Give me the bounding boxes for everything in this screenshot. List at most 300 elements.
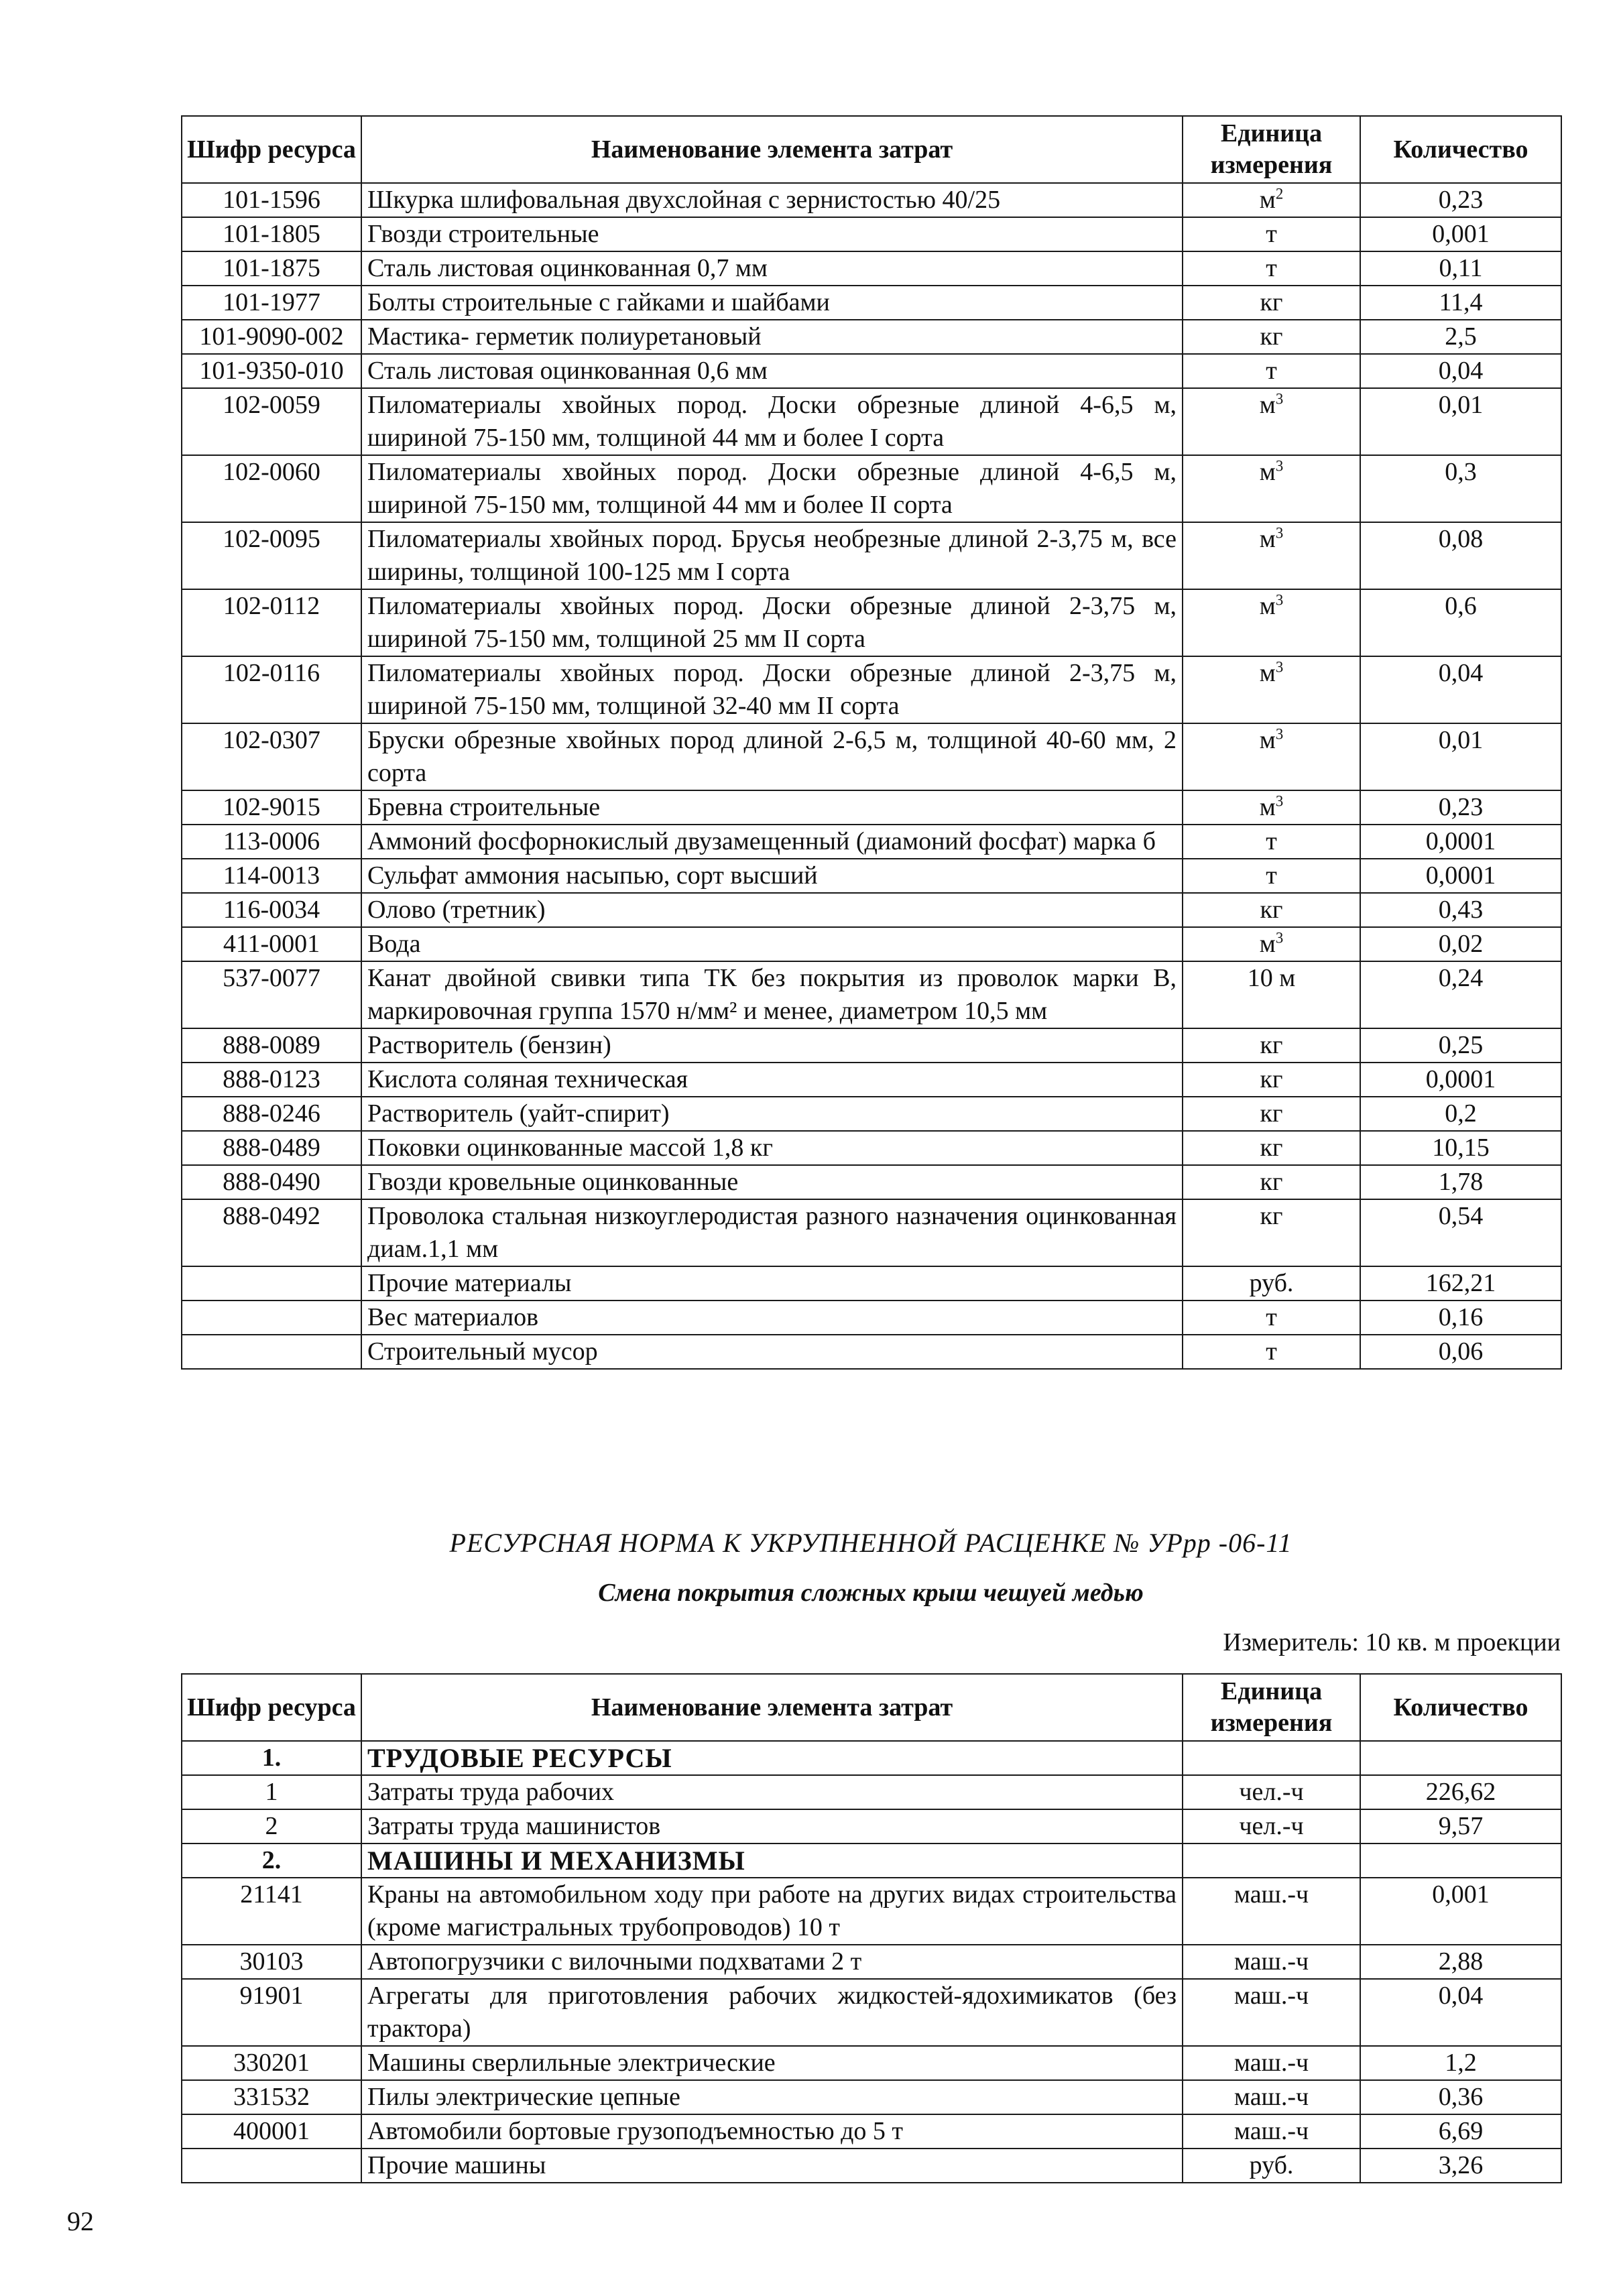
resource-name-cell <box>361 1199 1183 1266</box>
quantity-text: 162,21 <box>1425 1269 1496 1297</box>
table-row <box>182 1199 1561 1266</box>
unit-cell <box>1183 961 1360 1028</box>
resource-name-cell <box>361 2046 1183 2080</box>
resource-name-cell <box>361 522 1183 589</box>
quantity-cell <box>1360 1063 1561 1097</box>
unit-cell <box>1183 589 1360 656</box>
quantity-text: 0,43 <box>1438 896 1484 924</box>
resource-name-cell <box>361 1266 1183 1301</box>
resource-code-text: 101-1596 <box>223 186 320 214</box>
resource-code-cell <box>182 723 361 790</box>
resource-code-cell <box>182 2114 361 2149</box>
header-unit: Единица измерения <box>1183 116 1360 183</box>
resource-name-cell <box>361 1063 1183 1097</box>
resource-name-text: ТРУДОВЫЕ РЕСУРСЫ <box>367 1743 672 1773</box>
unit-exponent: 3 <box>1275 390 1284 408</box>
resource-name-text: Пиломатериалы хвойных пород. Доски обрезные длиной 2-3,75 м, шириной 75-150 мм, толщиной 25 мм II сорта <box>367 592 1177 653</box>
resource-code-cell <box>182 217 361 251</box>
resource-code-cell <box>182 183 361 217</box>
resource-code-text: 1 <box>265 1778 278 1806</box>
table-row <box>182 1165 1561 1199</box>
quantity-text: 0,6 <box>1445 592 1477 620</box>
resource-name-cell <box>361 961 1183 1028</box>
resource-name-cell <box>361 1979 1183 2046</box>
resource-name-cell <box>361 589 1183 656</box>
table-row <box>182 723 1561 790</box>
table-header-row <box>182 116 1561 183</box>
quantity-cell <box>1360 1266 1561 1301</box>
quantity-cell <box>1360 790 1561 825</box>
resource-code-text: 400001 <box>233 2117 310 2145</box>
resource-code-cell <box>182 1945 361 1979</box>
materials-table <box>181 115 1562 1370</box>
resource-name-text: Машины сверлильные электрические <box>367 2049 776 2077</box>
resource-norm-table <box>181 1673 1562 2183</box>
unit-cell <box>1183 522 1360 589</box>
header-qty: Количество <box>1360 1674 1561 1741</box>
table-row <box>182 2114 1561 2149</box>
resource-name-cell <box>361 1301 1183 1335</box>
resource-code-text: 888-0489 <box>223 1134 320 1162</box>
unit-text: т <box>1266 861 1277 890</box>
unit-text: м <box>1259 391 1276 419</box>
resource-code-cell <box>182 2080 361 2114</box>
table-row <box>182 286 1561 320</box>
resource-code-cell <box>182 1979 361 2046</box>
resource-code-text: 102-0307 <box>223 726 320 754</box>
quantity-text: 0,0001 <box>1425 827 1496 855</box>
resource-code-cell <box>182 893 361 927</box>
resource-code-text: 2 <box>265 1812 278 1840</box>
resource-code-text: 30103 <box>239 1947 304 1976</box>
resource-name-cell <box>361 1097 1183 1131</box>
resource-code-text: 101-1805 <box>223 220 320 248</box>
resource-code-cell <box>182 2046 361 2080</box>
resource-name-text: Гвозди строительные <box>367 220 599 248</box>
resource-code-cell <box>182 1199 361 1266</box>
resource-name-text: Прочие машины <box>367 2151 546 2179</box>
unit-cell <box>1183 1028 1360 1063</box>
unit-text: маш.-ч <box>1234 2049 1309 2077</box>
resource-name-cell <box>361 1131 1183 1165</box>
unit-cell <box>1183 1335 1360 1369</box>
resource-code-text: 888-0089 <box>223 1031 320 1059</box>
quantity-cell <box>1360 217 1561 251</box>
resource-name-cell <box>361 1775 1183 1809</box>
resource-name-text: Бревна строительные <box>367 793 601 821</box>
unit-cell <box>1183 2080 1360 2114</box>
unit-cell <box>1183 1165 1360 1199</box>
unit-cell <box>1183 790 1360 825</box>
resource-code-text: 888-0490 <box>223 1168 320 1196</box>
quantity-cell <box>1360 1809 1561 1844</box>
resource-name-text: Затраты труда машинистов <box>367 1812 661 1840</box>
resource-name-cell <box>361 927 1183 961</box>
section-row <box>182 1844 1561 1878</box>
section-row <box>182 1741 1561 1775</box>
resource-code-text: 102-0116 <box>223 659 320 687</box>
quantity-cell <box>1360 1335 1561 1369</box>
resource-name-text: Пиломатериалы хвойных пород. Доски обрезные длиной 2-3,75 м, шириной 75-150 мм, толщиной 32-40 мм II сорта <box>367 659 1177 720</box>
unit-cell <box>1183 893 1360 927</box>
table-row <box>182 1979 1561 2046</box>
quantity-cell <box>1360 893 1561 927</box>
table-row <box>182 522 1561 589</box>
unit-text: м <box>1259 186 1276 214</box>
table-row <box>182 961 1561 1028</box>
resource-code-cell <box>182 927 361 961</box>
resource-code-text: 411-0001 <box>223 930 320 958</box>
resource-code-cell <box>182 1844 361 1878</box>
resource-code-text: 1. <box>261 1744 282 1772</box>
unit-cell <box>1183 286 1360 320</box>
norm-subtitle: Смена покрытия сложных крыш чешуей медью <box>598 1579 1144 1607</box>
unit-text: кг <box>1260 1031 1283 1059</box>
resource-name-cell <box>361 2149 1183 2183</box>
resource-name-text: Сталь листовая оцинкованная 0,7 мм <box>367 254 768 282</box>
resource-code-cell <box>182 1335 361 1369</box>
resource-name-text: Сталь листовая оцинкованная 0,6 мм <box>367 357 768 385</box>
table-row <box>182 656 1561 723</box>
resource-code-cell <box>182 790 361 825</box>
resource-code-cell <box>182 1775 361 1809</box>
resource-code-text: 102-0112 <box>223 592 320 620</box>
table-row <box>182 1945 1561 1979</box>
resource-name-text: Пиломатериалы хвойных пород. Доски обрезные длиной 4-6,5 м, шириной 75-150 мм, толщиной 44 мм и более I сорта <box>367 391 1177 452</box>
quantity-cell <box>1360 2080 1561 2114</box>
unit-cell <box>1183 251 1360 286</box>
resource-name-text: Вес материалов <box>367 1303 539 1331</box>
unit-cell <box>1183 2046 1360 2080</box>
unit-cell <box>1183 217 1360 251</box>
unit-exponent: 2 <box>1275 185 1284 202</box>
resource-code-cell <box>182 1028 361 1063</box>
unit-text: руб. <box>1249 1269 1294 1297</box>
header-code: Шифр ресурса <box>182 1674 361 1741</box>
resource-code-text: 331532 <box>233 2083 310 2111</box>
quantity-text: 0,04 <box>1438 659 1484 687</box>
resource-name-cell <box>361 183 1183 217</box>
unit-cell <box>1183 1878 1360 1945</box>
quantity-cell <box>1360 388 1561 455</box>
quantity-text: 10,15 <box>1432 1134 1490 1162</box>
resource-name-text: Строительный мусор <box>367 1337 598 1366</box>
unit-exponent: 3 <box>1275 658 1284 676</box>
unit-cell <box>1183 723 1360 790</box>
quantity-cell <box>1360 961 1561 1028</box>
unit-text: кг <box>1260 288 1283 316</box>
measure-unit-note: Измеритель: 10 кв. м проекции <box>1223 1628 1561 1656</box>
resource-name-text: Пилы электрические цепные <box>367 2083 680 2111</box>
resource-code-text: 113-0006 <box>223 827 320 855</box>
resource-code-cell <box>182 522 361 589</box>
resource-code-cell <box>182 1301 361 1335</box>
resource-name-text: Растворитель (бензин) <box>367 1031 611 1059</box>
quantity-text: 0,001 <box>1432 1880 1490 1909</box>
unit-cell <box>1183 183 1360 217</box>
resource-name-text: Краны на автомобильном ходу при работе на других видах строительства (кроме магистральных трубопроводов) 10 т <box>367 1880 1177 1941</box>
resource-name-cell <box>361 2080 1183 2114</box>
quantity-cell <box>1360 1165 1561 1199</box>
quantity-text: 11,4 <box>1439 288 1483 316</box>
unit-exponent: 3 <box>1275 929 1284 947</box>
quantity-text: 0,11 <box>1439 254 1483 282</box>
table-row <box>182 1775 1561 1809</box>
table-row <box>182 1131 1561 1165</box>
unit-cell <box>1183 1741 1360 1775</box>
quantity-cell <box>1360 1131 1561 1165</box>
unit-cell <box>1183 656 1360 723</box>
table-row <box>182 790 1561 825</box>
quantity-text: 0,04 <box>1438 357 1484 385</box>
unit-text: кг <box>1260 896 1283 924</box>
resource-code-text: 102-0059 <box>223 391 320 419</box>
quantity-text: 0,23 <box>1438 186 1484 214</box>
quantity-cell <box>1360 1741 1561 1775</box>
unit-text: м <box>1259 659 1276 687</box>
quantity-cell <box>1360 1878 1561 1945</box>
table-row <box>182 1878 1561 1945</box>
resource-name-cell <box>361 1844 1183 1878</box>
resource-name-cell <box>361 320 1183 354</box>
table-row <box>182 1266 1561 1301</box>
quantity-cell <box>1360 1028 1561 1063</box>
table-row <box>182 2149 1561 2183</box>
resource-name-text: Шкурка шлифовальная двухслойная с зернистостью 40/25 <box>367 186 1001 214</box>
table-row <box>182 927 1561 961</box>
resource-code-cell <box>182 1097 361 1131</box>
quantity-cell <box>1360 1945 1561 1979</box>
unit-cell <box>1183 1979 1360 2046</box>
quantity-text: 0,01 <box>1438 391 1484 419</box>
unit-cell <box>1183 1199 1360 1266</box>
table-row <box>182 183 1561 217</box>
resource-name-cell <box>361 354 1183 388</box>
resource-name-cell <box>361 251 1183 286</box>
table-row <box>182 859 1561 893</box>
page-number: 92 <box>67 2206 94 2236</box>
resource-name-cell <box>361 217 1183 251</box>
resource-code-cell <box>182 2149 361 2183</box>
resource-name-cell <box>361 1165 1183 1199</box>
quantity-text: 0,04 <box>1438 1982 1484 2010</box>
resource-code-text: 888-0246 <box>223 1099 320 1128</box>
resource-code-cell <box>182 1878 361 1945</box>
quantity-text: 0,54 <box>1438 1202 1484 1230</box>
table-row <box>182 1097 1561 1131</box>
resource-code-cell <box>182 961 361 1028</box>
resource-code-text: 21141 <box>240 1880 303 1909</box>
resource-name-cell <box>361 1335 1183 1369</box>
quantity-text: 3,26 <box>1438 2151 1484 2179</box>
resource-code-cell <box>182 825 361 859</box>
resource-code-cell <box>182 656 361 723</box>
resource-name-cell <box>361 1945 1183 1979</box>
quantity-text: 0,25 <box>1438 1031 1484 1059</box>
table-header-row <box>182 1674 1561 1741</box>
resource-code-cell <box>182 589 361 656</box>
quantity-text: 0,001 <box>1432 220 1490 248</box>
quantity-cell <box>1360 1979 1561 2046</box>
unit-text: маш.-ч <box>1234 2117 1309 2145</box>
table-row <box>182 893 1561 927</box>
resource-code-text: 888-0492 <box>223 1202 320 1230</box>
resource-name-cell <box>361 723 1183 790</box>
table-row <box>182 2080 1561 2114</box>
resource-code-text: 2. <box>261 1846 282 1874</box>
quantity-cell <box>1360 2114 1561 2149</box>
quantity-text: 0,36 <box>1438 2083 1484 2111</box>
resource-code-text: 101-9350-010 <box>199 357 344 385</box>
quantity-cell <box>1360 589 1561 656</box>
quantity-text: 0,06 <box>1438 1337 1484 1366</box>
resource-code-cell <box>182 286 361 320</box>
resource-code-text: 888-0123 <box>223 1065 320 1093</box>
unit-text: м <box>1259 525 1276 553</box>
unit-text: т <box>1266 254 1277 282</box>
table-row <box>182 1335 1561 1369</box>
quantity-cell <box>1360 2046 1561 2080</box>
quantity-cell <box>1360 723 1561 790</box>
resource-name-cell <box>361 1878 1183 1945</box>
quantity-cell <box>1360 1199 1561 1266</box>
quantity-text: 0,2 <box>1445 1099 1477 1128</box>
quantity-cell <box>1360 656 1561 723</box>
quantity-text: 0,23 <box>1438 793 1484 821</box>
quantity-text: 0,16 <box>1438 1303 1484 1331</box>
quantity-text: 0,08 <box>1438 525 1484 553</box>
unit-text: чел.-ч <box>1239 1778 1304 1806</box>
quantity-cell <box>1360 1301 1561 1335</box>
resource-code-text: 537-0077 <box>223 964 320 992</box>
unit-cell <box>1183 927 1360 961</box>
resource-name-cell <box>361 1028 1183 1063</box>
quantity-cell <box>1360 320 1561 354</box>
table-row <box>182 825 1561 859</box>
unit-cell <box>1183 2149 1360 2183</box>
resource-name-text: Сульфат аммония насыпью, сорт высший <box>367 861 818 890</box>
unit-text: м <box>1259 458 1276 486</box>
quantity-text: 0,3 <box>1445 458 1477 486</box>
resource-code-cell <box>182 859 361 893</box>
quantity-cell <box>1360 927 1561 961</box>
unit-text: м <box>1259 930 1276 958</box>
resource-name-text: Аммоний фосфорнокислый двузамещенный (диамоний фосфат) марка б <box>367 827 1156 855</box>
quantity-cell <box>1360 859 1561 893</box>
resource-name-cell <box>361 388 1183 455</box>
quantity-text: 0,0001 <box>1425 861 1496 890</box>
resource-name-text: Канат двойной свивки типа ТК без покрытия из проволок марки В, маркировочная группа 1570 н/мм² и менее, диаметром 10,5 мм <box>367 964 1177 1025</box>
resource-code-cell <box>182 1063 361 1097</box>
quantity-text: 226,62 <box>1425 1778 1496 1806</box>
table-row <box>182 251 1561 286</box>
norm-title: РЕСУРСНАЯ НОРМА К УКРУПНЕННОЙ РАСЦЕНКЕ № УРрр -06-11 <box>449 1528 1293 1558</box>
quantity-text: 1,78 <box>1438 1168 1484 1196</box>
quantity-cell <box>1360 825 1561 859</box>
unit-text: кг <box>1260 1065 1283 1093</box>
quantity-text: 9,57 <box>1438 1812 1484 1840</box>
header-qty: Количество <box>1360 116 1561 183</box>
unit-text: м <box>1259 793 1276 821</box>
resource-name-cell <box>361 825 1183 859</box>
unit-cell <box>1183 1945 1360 1979</box>
unit-cell <box>1183 1266 1360 1301</box>
resource-name-text: Пиломатериалы хвойных пород. Брусья необрезные длиной 2-3,75 м, все ширины, толщиной 100-125 мм I сорта <box>367 525 1177 586</box>
header-name: Наименование элемента затрат <box>361 116 1183 183</box>
table-row <box>182 217 1561 251</box>
quantity-cell <box>1360 286 1561 320</box>
unit-cell <box>1183 1301 1360 1335</box>
resource-name-text: Гвозди кровельные оцинкованные <box>367 1168 739 1196</box>
unit-text: т <box>1266 357 1277 385</box>
table-row <box>182 388 1561 455</box>
unit-text: 10 м <box>1247 964 1296 992</box>
resource-code-text: 114-0013 <box>223 861 320 890</box>
unit-text: маш.-ч <box>1234 1880 1309 1909</box>
unit-text: кг <box>1260 1168 1283 1196</box>
unit-exponent: 3 <box>1275 591 1284 609</box>
resource-name-cell <box>361 286 1183 320</box>
resource-code-text: 91901 <box>239 1982 304 2010</box>
unit-text: т <box>1266 1337 1277 1366</box>
resource-name-cell <box>361 2114 1183 2149</box>
resource-name-text: Агрегаты для приготовления рабочих жидкостей-ядохимикатов (без трактора) <box>367 1982 1177 2043</box>
unit-cell <box>1183 1809 1360 1844</box>
resource-code-cell <box>182 1131 361 1165</box>
resource-name-cell <box>361 1809 1183 1844</box>
resource-name-text: Затраты труда рабочих <box>367 1778 615 1806</box>
unit-text: кг <box>1260 1099 1283 1128</box>
resource-code-text: 102-0060 <box>223 458 320 486</box>
resource-name-text: Бруски обрезные хвойных пород длиной 2-6,5 м, толщиной 40-60 мм, 2 сорта <box>367 726 1177 787</box>
resource-code-cell <box>182 388 361 455</box>
resource-code-text: 101-1875 <box>223 254 320 282</box>
table-row <box>182 320 1561 354</box>
resource-name-text: Автомобили бортовые грузоподъемностью до 5 т <box>367 2117 904 2145</box>
resource-name-cell <box>361 455 1183 522</box>
unit-text: м <box>1259 726 1276 754</box>
unit-cell <box>1183 1775 1360 1809</box>
resource-name-text: Пиломатериалы хвойных пород. Доски обрезные длиной 4-6,5 м, шириной 75-150 мм, толщиной 44 мм и более II сорта <box>367 458 1177 519</box>
unit-cell <box>1183 1063 1360 1097</box>
unit-cell <box>1183 388 1360 455</box>
unit-exponent: 3 <box>1275 792 1284 810</box>
header-name: Наименование элемента затрат <box>361 1674 1183 1741</box>
table-row <box>182 1063 1561 1097</box>
quantity-text: 1,2 <box>1445 2049 1477 2077</box>
unit-cell <box>1183 1097 1360 1131</box>
quantity-text: 6,69 <box>1438 2117 1484 2145</box>
table-row <box>182 354 1561 388</box>
quantity-text: 2,88 <box>1438 1947 1484 1976</box>
quantity-cell <box>1360 183 1561 217</box>
resource-name-cell <box>361 1741 1183 1775</box>
resource-code-text: 116-0034 <box>223 896 320 924</box>
resource-name-text: Вода <box>367 930 421 958</box>
unit-text: т <box>1266 1303 1277 1331</box>
quantity-cell <box>1360 251 1561 286</box>
quantity-text: 0,0001 <box>1425 1065 1496 1093</box>
table-row <box>182 1028 1561 1063</box>
quantity-cell <box>1360 1097 1561 1131</box>
resource-name-text: Поковки оцинкованные массой 1,8 кг <box>367 1134 773 1162</box>
resource-name-cell <box>361 656 1183 723</box>
unit-text: т <box>1266 827 1277 855</box>
table-row <box>182 1809 1561 1844</box>
resource-code-cell <box>182 320 361 354</box>
resource-code-cell <box>182 455 361 522</box>
resource-name-cell <box>361 790 1183 825</box>
